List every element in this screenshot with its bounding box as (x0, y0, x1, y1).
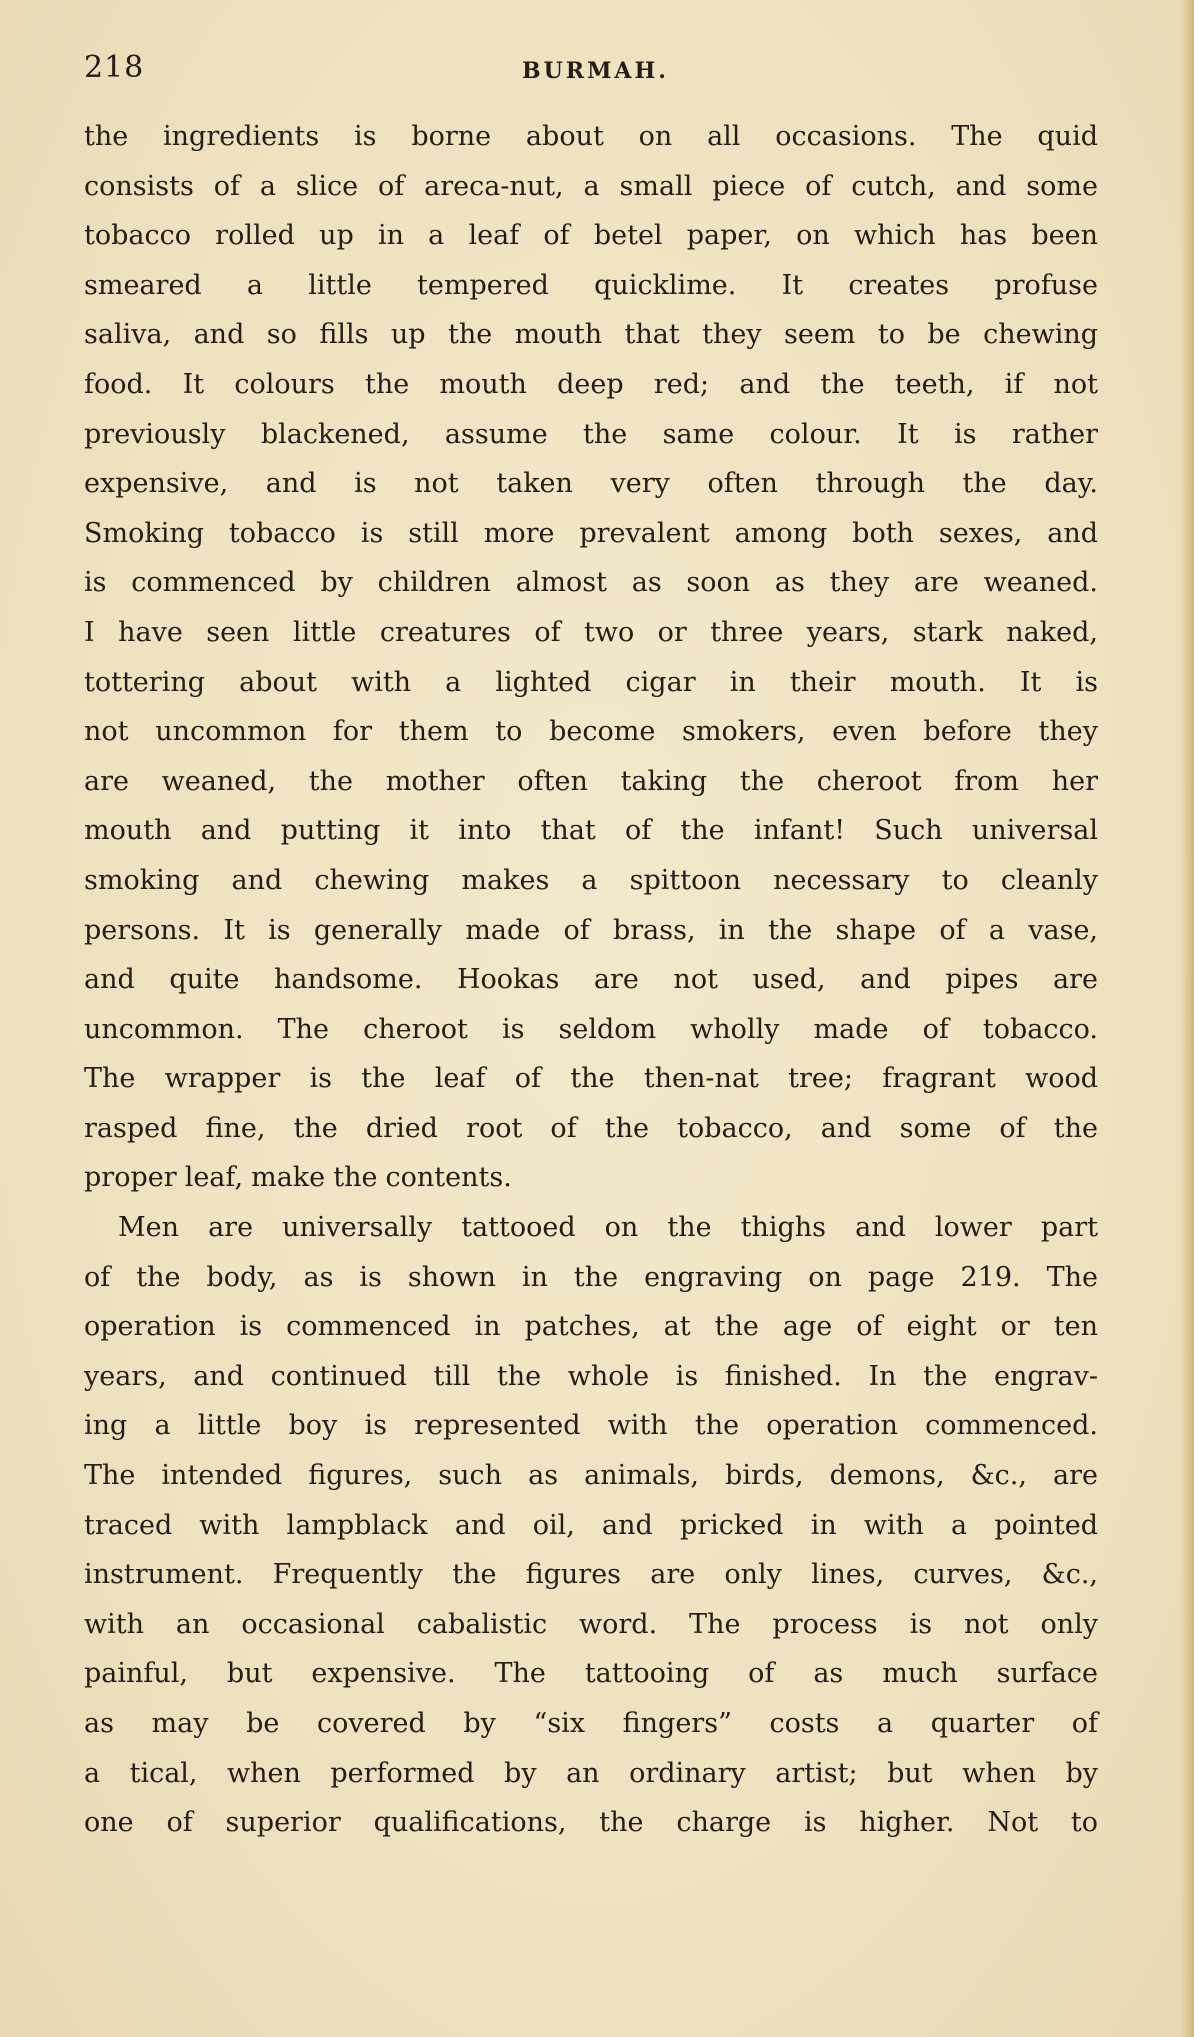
text-line: proper leaf, make the contents. (84, 1162, 512, 1194)
paragraph (84, 1203, 1098, 1848)
text-line: is commenced by children almost as soon as they are weaned. (84, 567, 1098, 599)
paragraph (84, 112, 1098, 1203)
text-line: tobacco rolled up in a leaf of betel paper, on which has been (84, 220, 1098, 252)
text-line: with an occasional cabalistic word. The process is not only (84, 1608, 1098, 1640)
text-line: previously blackened, assume the same colour. It is rather (84, 418, 1098, 450)
text-line: mouth and putting it into that of the infant! Such universal (84, 815, 1098, 847)
text-line: tottering about with a lighted cigar in their mouth. It is (84, 666, 1098, 698)
text-line: of the body, as is shown in the engraving on page 219. The (84, 1261, 1098, 1293)
text-line: traced with lampblack and oil, and pricked in with a pointed (84, 1509, 1098, 1541)
text-line: as may be covered by “six fingers” costs a quarter of (84, 1708, 1098, 1739)
running-head (84, 48, 1098, 88)
text-line: The wrapper is the leaf of the then-nat tree; fragrant wood (84, 1063, 1098, 1095)
text-line: Men are universally tattooed on the thighs and lower part (118, 1212, 1098, 1244)
text-line: instrument. Frequently the figures are only lines, curves, &c., (84, 1559, 1098, 1591)
page-edge-shadow (1180, 0, 1194, 2037)
text-line: Smoking tobacco is still more prevalent among both sexes, and (84, 517, 1098, 549)
text-line: saliva, and so fills up the mouth that they seem to be chewing (84, 319, 1098, 351)
text-line: I have seen little creatures of two or three years, stark naked, (84, 616, 1098, 648)
text-line: not uncommon for them to become smokers, even before they (84, 716, 1098, 748)
text-line: painful, but expensive. The tattooing of as much surface (84, 1658, 1098, 1690)
text-line: ing a little boy is represented with the operation commenced. (84, 1410, 1098, 1442)
text-line: persons. It is generally made of brass, in the shape of a vase, (84, 914, 1098, 946)
text-line: expensive, and is not taken very often through the day. (84, 468, 1098, 500)
text-line: operation is commenced in patches, at the age of eight or ten (84, 1311, 1098, 1343)
text-line: food. It colours the mouth deep red; and the teeth, if not (84, 368, 1098, 400)
running-title: BURMAH. (522, 58, 669, 84)
text-line: smoking and chewing makes a spittoon necessary to cleanly (84, 864, 1098, 896)
text-line: consists of a slice of areca-nut, a small piece of cutch, and some (84, 170, 1098, 202)
text-line: a tical, when performed by an ordinary artist; but when by (84, 1757, 1098, 1789)
body-text (84, 112, 1098, 1848)
text-line: one of superior qualifications, the charge is higher. Not to (84, 1807, 1098, 1839)
text-line: smeared a little tempered quicklime. It creates profuse (84, 269, 1098, 301)
text-line: The intended figures, such as animals, birds, demons, &c., are (84, 1460, 1098, 1492)
text-line: uncommon. The cheroot is seldom wholly made of tobacco. (84, 1013, 1098, 1045)
text-line: are weaned, the mother often taking the cheroot from her (84, 765, 1098, 797)
page-number: 218 (84, 50, 145, 85)
text-line: rasped fine, the dried root of the tobacco, and some of the (84, 1112, 1098, 1144)
text-line: and quite handsome. Hookas are not used, and pipes are (84, 964, 1098, 996)
text-line: years, and continued till the whole is finished. In the engrav- (84, 1360, 1098, 1392)
text-line: the ingredients is borne about on all occasions. The quid (84, 121, 1098, 152)
